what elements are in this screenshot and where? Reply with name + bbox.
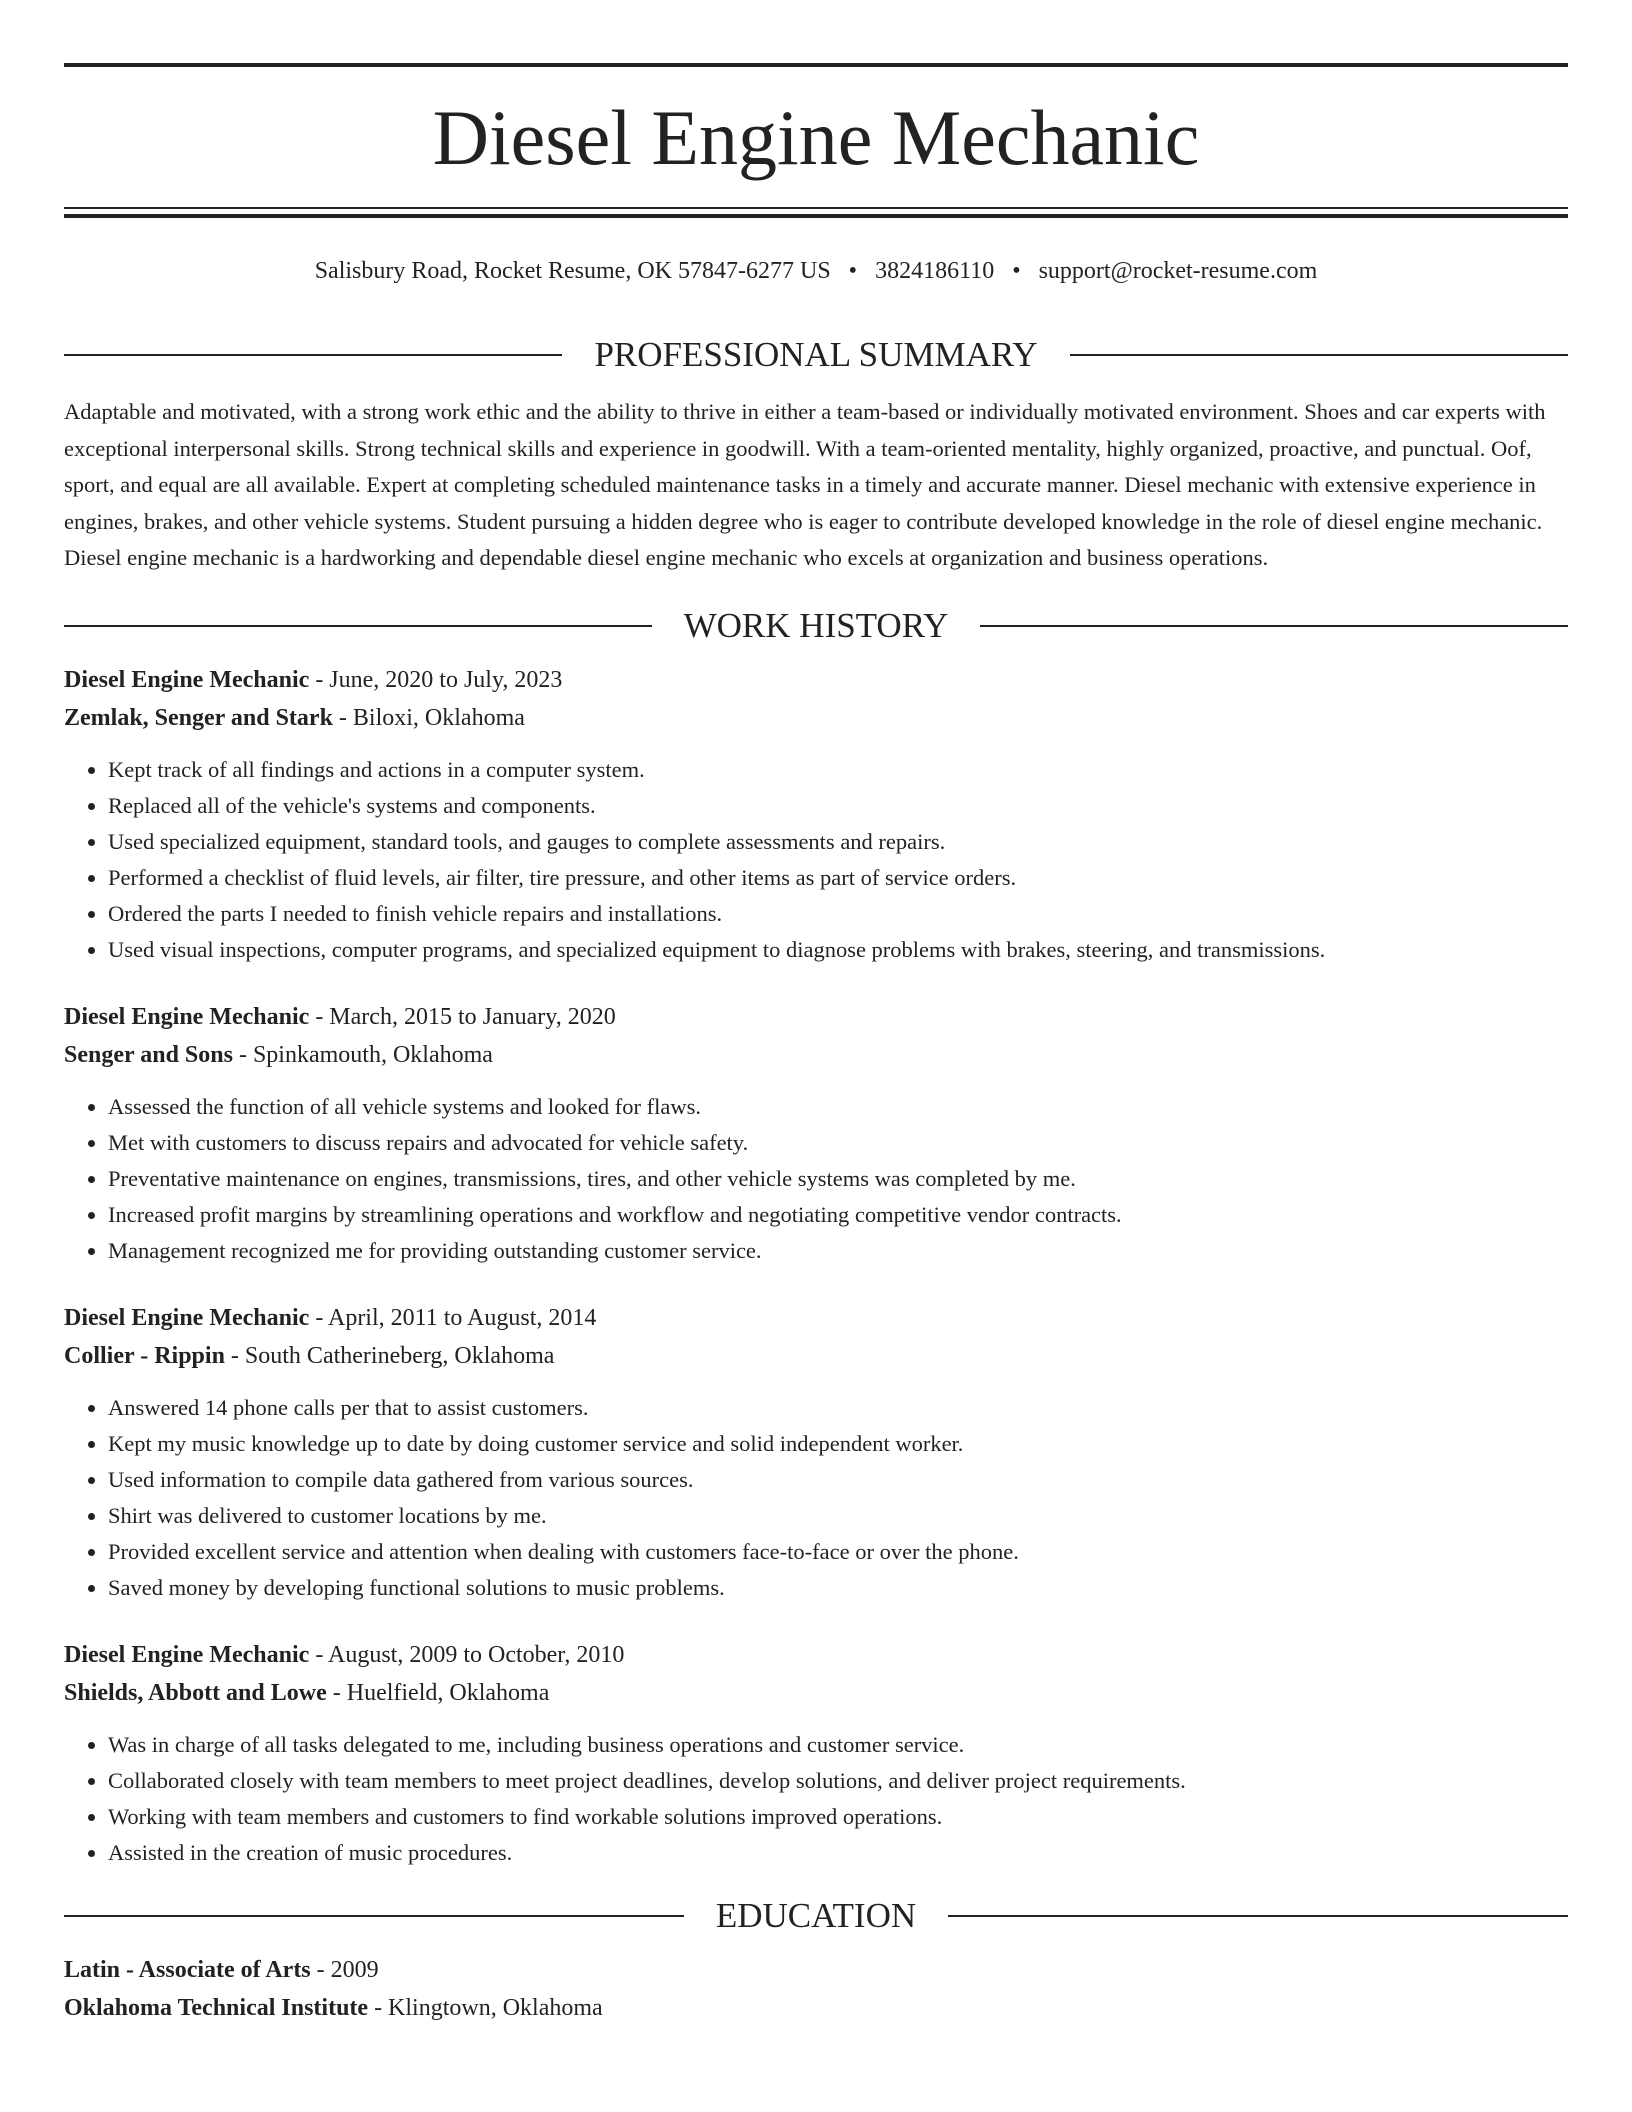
education-degree-line	[64, 1951, 1568, 1990]
job-dates: - August, 2009 to October, 2010	[309, 1641, 625, 1668]
job-company-line	[64, 1674, 1568, 1713]
job-bullets	[64, 1390, 1568, 1606]
list-item: • Provided excellent service and attention when dealing with customers face-to-face or over the phone.	[108, 1534, 1568, 1570]
heading-rule	[64, 625, 652, 627]
list-item: • Working with team members and customers to find workable solutions improved operations.	[108, 1799, 1568, 1835]
education-degree: Latin - Associate of Arts	[64, 1956, 311, 1983]
contact-address: Salisbury Road, Rocket Resume, OK 57847-6277 US	[314, 258, 831, 284]
education-location: - Klingtown, Oklahoma	[368, 1995, 603, 2021]
page-title: Diesel Engine Mechanic	[432, 94, 1200, 181]
list-item: • Kept track of all findings and actions in a computer system.	[108, 752, 1568, 788]
section-heading-label: EDUCATION	[715, 1895, 917, 1935]
title-rule-lower	[64, 214, 1568, 218]
list-item: • Answered 14 phone calls per that to assist customers.	[108, 1390, 1568, 1426]
contact-separator: •	[1012, 258, 1021, 284]
job-title: Diesel Engine Mechanic	[64, 1641, 310, 1668]
education-school: Oklahoma Technical Institute	[64, 1995, 369, 2021]
heading-rule	[980, 625, 1568, 627]
list-item: • Ordered the parts I needed to finish vehicle repairs and installations.	[108, 896, 1568, 932]
education-year: - 2009	[310, 1956, 379, 1983]
professional-summary-section	[64, 330, 1568, 577]
job-company: Zemlak, Senger and Stark	[64, 705, 333, 731]
list-item: • Kept my music knowledge up to date by doing customer service and solid independent worker.	[108, 1426, 1568, 1462]
job-title-line	[64, 998, 1568, 1037]
job-location: - Biloxi, Oklahoma	[332, 705, 525, 731]
list-item: • Replaced all of the vehicle's systems and components.	[108, 788, 1568, 824]
job-bullets	[64, 752, 1568, 968]
list-item: • Assisted in the creation of music procedures.	[108, 1835, 1568, 1871]
heading-rule	[64, 1915, 684, 1917]
title-rule-upper	[64, 207, 1568, 209]
job-location: - Spinkamouth, Oklahoma	[232, 1042, 493, 1068]
job-entry	[64, 661, 1568, 968]
contact-line	[64, 254, 1568, 288]
job-title-line	[64, 1299, 1568, 1338]
list-item: • Used specialized equipment, standard tools, and gauges to complete assessments and repairs.	[108, 824, 1568, 860]
job-bullets	[64, 1727, 1568, 1871]
job-company: Shields, Abbott and Lowe	[64, 1680, 327, 1706]
section-heading	[64, 601, 1568, 651]
job-entry	[64, 1299, 1568, 1606]
top-rule	[64, 63, 1568, 67]
list-item: • Used visual inspections, computer programs, and specialized equipment to diagnose problems with brakes, steering, and transmissions.	[108, 932, 1568, 968]
job-dates: - March, 2015 to January, 2020	[309, 1003, 616, 1030]
list-item: • Saved money by developing functional solutions to music problems.	[108, 1570, 1568, 1606]
list-item: • Was in charge of all tasks delegated to me, including business operations and customer service.	[108, 1727, 1568, 1763]
summary-text: Adaptable and motivated, with a strong work ethic and the ability to thrive in either a team-based or individually motivated environment. Shoes and car experts with exceptional interpersonal skills. Strong technical skills and experience in goodwill. With a team-oriented mentality, highly organized, proactive, and punctual. Oof, sport, and equal are all available. Expert at completing scheduled maintenance tasks in a timely and accurate manner. Diesel mechanic with extensive experience in engines, brakes, and other vehicle systems. Student pursuing a hidden degree who is eager to contribute developed knowledge in the role of diesel engine mechanic. Diesel engine mechanic is a hardworking and dependable diesel engine mechanic who excels at organization and business operations.	[64, 399, 1546, 570]
heading-rule	[948, 1915, 1568, 1917]
education-school-line	[64, 1989, 1568, 2028]
contact-phone: 3824186110	[875, 258, 995, 284]
education-section	[64, 1891, 1568, 2028]
list-item: • Met with customers to discuss repairs and advocated for vehicle safety.	[108, 1125, 1568, 1161]
list-item: • Performed a checklist of fluid levels, air filter, tire pressure, and other items as part of service orders.	[108, 860, 1568, 896]
job-bullets	[64, 1089, 1568, 1269]
contact-email: support@rocket-resume.com	[1038, 258, 1318, 284]
job-title: Diesel Engine Mechanic	[64, 1003, 310, 1030]
work-history-section	[64, 601, 1568, 1871]
job-entry	[64, 998, 1568, 1269]
job-location: - Huelfield, Oklahoma	[326, 1680, 550, 1706]
list-item: • Increased profit margins by streamlining operations and workflow and negotiating competitive vendor contracts.	[108, 1197, 1568, 1233]
section-heading	[64, 1891, 1568, 1941]
education-entry	[64, 1951, 1568, 2028]
job-title: Diesel Engine Mechanic	[64, 666, 310, 693]
job-title-line	[64, 661, 1568, 700]
list-item: • Assessed the function of all vehicle systems and looked for flaws.	[108, 1089, 1568, 1125]
list-item: • Used information to compile data gathered from various sources.	[108, 1462, 1568, 1498]
list-item: • Management recognized me for providing outstanding customer service.	[108, 1233, 1568, 1269]
list-item: • Preventative maintenance on engines, transmissions, tires, and other vehicle systems was completed by me.	[108, 1161, 1568, 1197]
section-heading-label: WORK HISTORY	[683, 605, 949, 645]
job-company: Collier - Rippin	[64, 1343, 225, 1369]
job-company-line	[64, 699, 1568, 738]
contact-separator: •	[848, 258, 858, 284]
list-item: • Collaborated closely with team members to meet project deadlines, develop solutions, and deliver project requirements.	[108, 1763, 1568, 1799]
section-heading	[64, 330, 1568, 380]
heading-rule	[64, 354, 562, 356]
heading-rule	[1070, 354, 1568, 356]
job-company: Senger and Sons	[64, 1042, 233, 1068]
list-item: • Shirt was delivered to customer locations by me.	[108, 1498, 1568, 1534]
job-title: Diesel Engine Mechanic	[64, 1304, 310, 1331]
section-heading-label: PROFESSIONAL SUMMARY	[594, 335, 1038, 374]
job-entry	[64, 1636, 1568, 1871]
job-company-line	[64, 1337, 1568, 1376]
job-title-line	[64, 1636, 1568, 1675]
job-dates: - April, 2011 to August, 2014	[309, 1304, 597, 1331]
job-dates: - June, 2020 to July, 2023	[309, 666, 563, 693]
job-company-line	[64, 1036, 1568, 1075]
job-location: - South Catherineberg, Oklahoma	[224, 1343, 555, 1369]
resume-content	[64, 330, 1568, 2028]
